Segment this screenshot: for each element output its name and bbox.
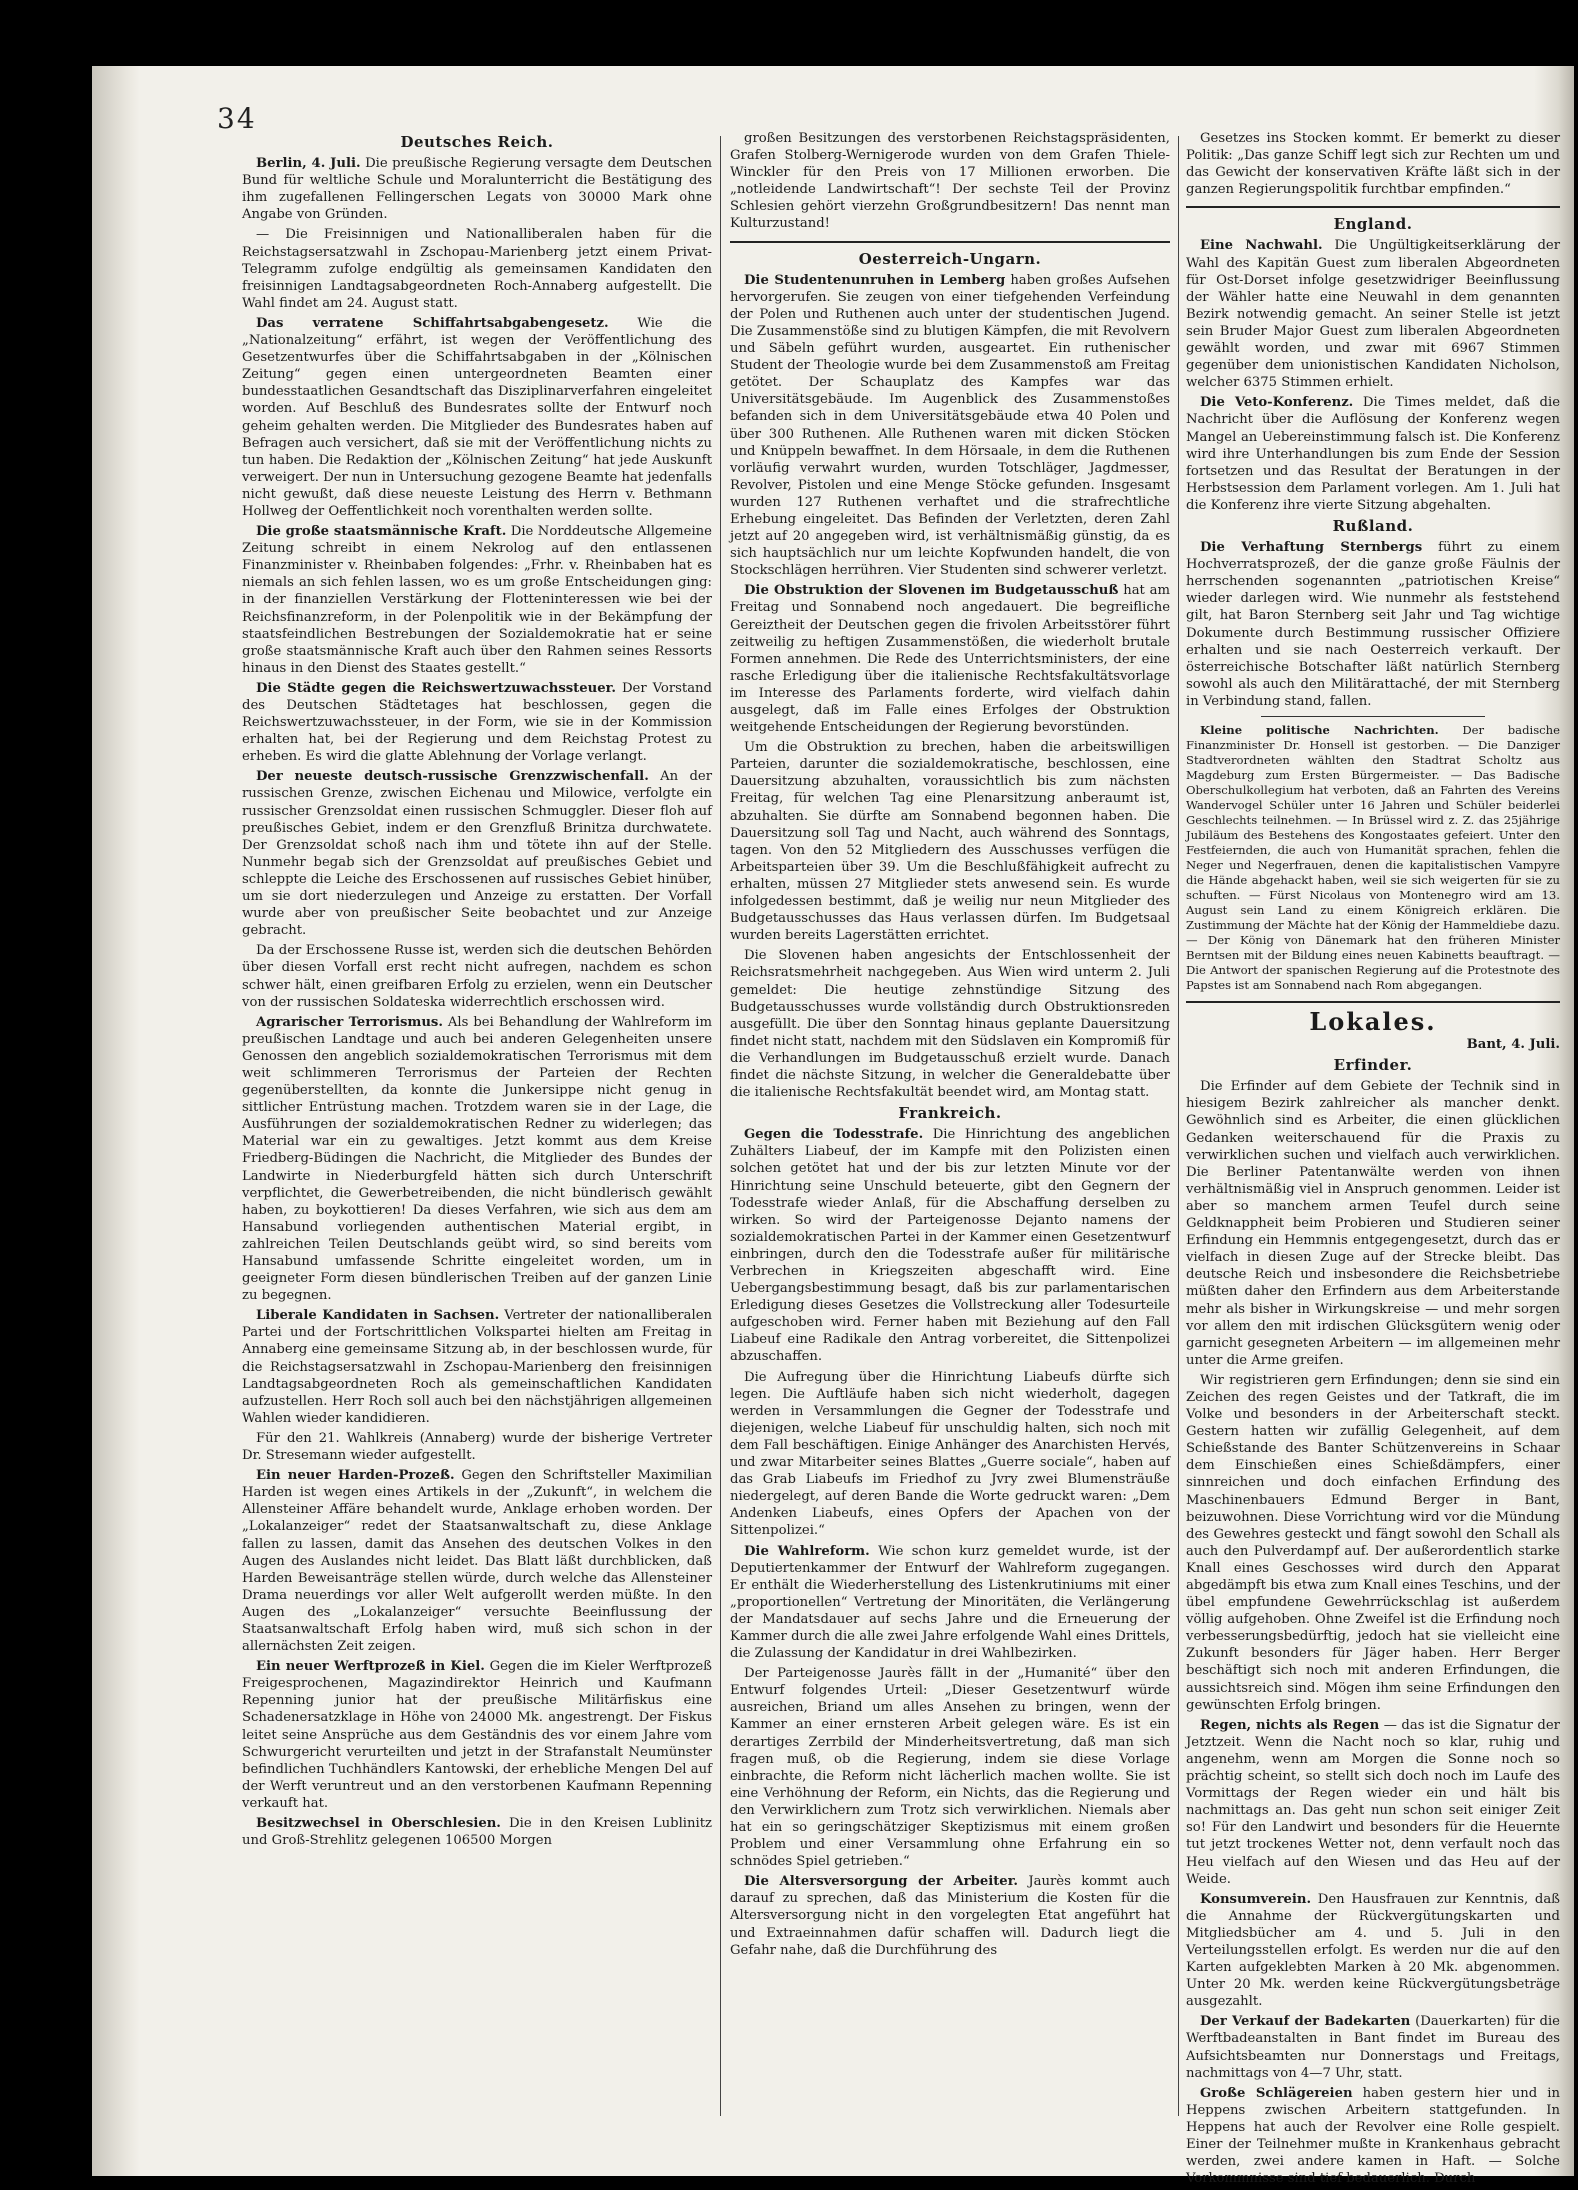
- article-text: Jaurès kommt auch darauf zu sprechen, daß das Ministerium die Kosten für die Altersversorgung nicht in den vorgelegten Etat angeführt hat und Extraeinnahmen dafür schaffen will. Dadurch liegt die Gefahr nahe, daß die Durchführung des: [730, 1874, 1170, 1958]
- article-list: [1186, 539, 1560, 710]
- article-list: [242, 155, 712, 1849]
- article-lead: Berlin, 4. Juli.: [256, 156, 361, 172]
- article-text: Gegen den Schriftsteller Maximilian Harden ist wegen eines Artikels in der „Zukunft“, in welchem die Allensteiner Affäre behandelt wurde, Anklage erhoben worden. Der „Lokalanzeiger“ redet der Staatsanwaltschaft zu, diese Anklage fallen zu lassen, damit das Ansehen des deutschen Volkes in den Augen des Auslandes nicht leidet. Das Blatt läßt durchblicken, daß Harden Beweisanträge stellen würde, durch welche das Allensteiner Drama neuerdings vor aller Welt aufgerollt werden müßte. In den Augen des „Lokalanzeiger“ versuchte Beeinflussung der Staatsanwaltschaft Erfolg haben wird, muß sich schon in der allernächsten Zeit zeigen.: [242, 1468, 712, 1655]
- article-title-erfinder: Erfinder.: [1333, 1056, 1413, 1075]
- article-text: Die Ungültigkeitserklärung der Wahl des Kapitän Guest zum liberalen Abgeordneten für Ost-Dorset infolge gesetzwidriger Beeinflussung der Wähler hatte eine Neuwahl in dem genannten Bezirk notwendig gemacht. An seiner Stelle ist jetzt sein Bruder Major Guest zum liberalen Abgeordneten gewählt worden, und zwar mit 6967 Stimmen gegenüber dem unionistischen Kandidaten Nicholson, welcher 6375 Stimmen erhielt.: [1186, 238, 1560, 391]
- article-paragraph: [242, 1307, 712, 1427]
- article-paragraph: [242, 768, 712, 939]
- article-lead: Die große staatsmännische Kraft.: [256, 524, 507, 540]
- article-paragraph: [730, 947, 1170, 1101]
- article-text: Die Slovenen haben angesichts der Entschlossenheit der Reichsratsmehrheit nachgegeben. Aus Wien wird unterm 2. Juli gemeldet: Die heutige zehnstündige Sitzung des Budgetausschusses wurde vollständig durch Obstruktionsreden ausgefüllt. Die über den Sonntag hinaus geplante Dauersitzung findet nicht statt, nachdem mit den Südslaven ein Kompromiß für die Verhandlungen im Budgetausschuß erzielt wurde. Danach findet die nächste Sitzung, in welcher die Generaldebatte über die italienische Rechtsfakultät beendet wird, am Montag statt.: [730, 948, 1170, 1101]
- article-paragraph: [730, 1873, 1170, 1958]
- article-paragraph: [1186, 394, 1560, 514]
- article-lead: Ein neuer Harden-Prozeß.: [256, 1468, 455, 1484]
- article-list: [1186, 237, 1560, 514]
- article-text: — das ist die Signatur der Jetztzeit. Wenn die Nacht noch so klar, ruhig und angenehm, wenn am Morgen die Sonne noch so prächtig scheint, so stellt sich doch noch im Laufe des Vormittags der Regen wieder ein und hält bis nachmittags an. Das geht nun schon seit einiger Zeit so! Für den Landwirt und besonders für die Heuernte tut jetzt trockenes Wetter not, denn verfault noch das Heu vielfach auf den Wiesen und das Heu auf der Weide.: [1186, 1717, 1560, 1887]
- article-paragraph: [730, 1543, 1170, 1663]
- section-divider: [1186, 206, 1560, 208]
- small-news-text: Der badische Finanzminister Dr. Honsell ist gestorben. — Die Danziger Stadtverordneten wählten den Stadtrat Scholtz aus Magdeburg zum Ersten Bürgermeister. — Das Badische Oberschulkollegium hat verboten, daß an Fahrten des Vereins Wandervogel Schüler unter 16 Jahren und Schüler beiderlei Geschlechts teilnehmen. — In Brüssel wird z. Z. das 25jährige Jubiläum des Bestehens des Kongostaates gefeiert. Unter den Festfeiernden, die auch von Humanität sprachen, fehlen die Neger und Negerfrauen, denen die kapitalistischen Vampyre die Hände abgehackt haben, weil sie sich weigerten für sie zu schuften. — Fürst Nicolaus von Montenegro wird am 13. August sein Land zu einem Königreich erklären. Die Zustimmung der Mächte hat der König der Hammeldiebe dazu. — Der König von Dänemark hat den früheren Minister Berntsen mit der Bildung eines neuen Kabinetts beauftragt. — Die Antwort der spanischen Regierung auf die Protestnote des Papstes ist am Sonnabend nach Rom abgegangen.: [1186, 723, 1560, 992]
- column-left: [242, 130, 712, 1852]
- article-lead: Das verratene Schiffahrtsabgabengesetz.: [256, 315, 609, 331]
- article-text: Der Vorstand des Deutschen Städtetages hat beschlossen, gegen die Reichswertzuwachssteuer, in der Form, wie sie in der Kommission erhalten hat, bei der Regierung und dem Reichstag Protest zu erheben. Es wird die glatte Ablehnung der Vorlage verlangt.: [242, 680, 712, 765]
- article-text: Die Hinrichtung des angeblichen Zuhälters Liabeuf, der im Kampfe mit den Polizisten einen solchen getötet hat und der bis zur letzten Minute vor der Hinrichtung seine Unschuld beteuerte, gibt den Gegnern der Todesstrafe wieder Anlaß, für die Abschaffung derselben zu wirken. So wird der Parteigenosse Dejanto namens der sozialdemokratischen Partei in der Kammer einen Gesetzentwurf einbringen, durch den die Todesstrafe außer für militärische Verbrechen in Kriegszeiten abgeschafft wird. Eine Uebergangsbestimmung besagt, daß bis zur parlamentarischen Erledigung dieses Gesetzes die Vollstreckung aller Todesurteile aufgeschoben wird. Ferner haben mit Beziehung auf den Fall Liabeuf eine Radikale den Antrag vorbereitet, die Sittenpolizei abzuschaffen.: [730, 1127, 1170, 1365]
- article-paragraph: [1186, 237, 1560, 391]
- article-text: Die Aufregung über die Hinrichtung Liabeufs dürfte sich legen. Die Auftläufe haben sich nicht wiederholt, dagegen werden in Versammlungen die Gegner der Todesstrafe und diejenigen, welche Liabeuf für unschuldig halten, sich noch mit dem Fall beschäftigen. Einige Anhänger des Anarchisten Hervés, und zwar Mitarbeiter seines Blattes „Guerre sociale“, haben auf das Grab Liabeufs im Friedhof zu Jvry zwei Blumensträuße niedergelegt, auf deren Bande die Worte gedruckt waren: „Dem Andenken Liabeufs, eines Opfers der Apachen von der Sittenpolizei.“: [730, 1369, 1170, 1539]
- article-lead: Die Wahlreform.: [744, 1543, 870, 1559]
- article-lead: Die Städte gegen die Reichswertzuwachssteuer.: [256, 680, 616, 696]
- article-lead: Konsumverein.: [1200, 1891, 1312, 1907]
- article-list: [1186, 1078, 1560, 2187]
- article-paragraph: [242, 1658, 712, 1812]
- article-paragraph: [1186, 2013, 1560, 2081]
- article-text: Die in den Kreisen Lublinitz und Groß-Strehlitz gelegenen 106500 Morgen: [242, 1816, 712, 1849]
- article-text: Wie schon kurz gemeldet wurde, ist der Deputiertenkammer der Entwurf der Wahlreform zugegangen. Er enthält die Wiederherstellung des Listenkrutiniums mit einer „proportionellen“ Vertretung der Minoritäten, die Verlängerung der Mandatsdauer auf sechs Jahre und die Erneuerung der Kammer durch die alle zwei Jahre erfolgende Wahl eines Drittels, die Zulassung der Kandidatur in drei Wahlbezirken.: [730, 1543, 1170, 1662]
- article-paragraph: [242, 1430, 712, 1464]
- article-paragraph: [730, 1665, 1170, 1870]
- article-paragraph: [242, 942, 712, 1010]
- section-divider: [1261, 716, 1485, 717]
- article-paragraph: [1186, 1891, 1560, 2011]
- article-text: Als bei Behandlung der Wahlreform im preußischen Landtage und auch bei anderen Gelegenheiten unsere Genossen den angeblich sozialdemokratischen Terrorismus mit dem weit schlimmeren Terrorismus der Parteien der Rechten gegenüberstellten, da konnte die Junkersippe nicht genug in sittlicher Entrüstung machen. Trotzdem waren sie in der Lage, die Ausführungen der sozialdemokratischen Redner zu widerlegen; das Material war ein zu gewaltiges. Jetzt kommt aus dem Kreise Friedberg-Büdingen die Nachricht, die Mitglieder des Bundes der Landwirte in Niederburgfeld hätten sich durch Unterschrift verpflichtet, die Gewerbetreibenden, die nicht bündlerisch gewählt haben, zu boykottieren! Da dieses Verfahren, wie sich aus dem am Hansabund vorliegenden authentischen Material ergibt, in zahlreichen Teilen Deutschlands geübt wird, so sind bereits vom Hansabund umfassende Schritte eingeleitet worden, um in geeigneter Form diesen bündlerischen Treiben auf der ganzen Linie zu begegnen.: [242, 1014, 713, 1304]
- article-paragraph: [242, 226, 712, 311]
- section-title-russland: Rußland.: [1332, 516, 1414, 535]
- article-text: Die Times meldet, daß die Nachricht über die Auflösung der Konferenz wegen Mangel an Uebereinstimmung falsch ist. Die Konferenz wird ihre Unterhandlungen bis zum Ende der Session fortsetzen und das Resultat der Beratungen in der Herbstsession dem Parlament vorlegen. Am 1. Juli hat die Konferenz ihre vierte Sitzung abgehalten.: [1186, 395, 1560, 513]
- article-paragraph: [730, 582, 1170, 736]
- article-text: (Dauerkarten) für die Werftbadeanstalten in Bant findet im Bureau des Aufsichtsbeamten nur Donnerstags und Freitags, nachmittags von 4—7 Uhr, statt.: [1186, 2014, 1560, 2081]
- article-paragraph: [730, 1126, 1170, 1365]
- article-lead: Eine Nachwahl.: [1200, 238, 1323, 254]
- article-lead: Die Veto-Konferenz.: [1200, 395, 1354, 411]
- small-news-paragraph: [1186, 723, 1560, 993]
- column-right: [1186, 130, 1560, 2190]
- section-title-lokales: Lokales.: [1309, 1007, 1437, 1036]
- continued-paragraph: großen Besitzungen des verstorbenen Reichstagspräsidenten, Grafen Stolberg-Wernigerode wurden von dem Grafen Thiele-Winckler für den Preis von 17 Millionen erworben. Die „notleidende Landwirtschaft“! Der sechste Teil der Provinz Schlesien gehört vierzehn Großgrundbesitzern! Das nennt man Kulturzustand!: [730, 131, 1170, 232]
- article-lead: Die Studentenunruhen in Lemberg: [744, 272, 1006, 288]
- dateline: Bant, 4. Juli.: [1466, 1037, 1560, 1053]
- column-rule-1: [720, 136, 721, 2116]
- page-number: 34: [217, 102, 257, 135]
- article-paragraph: [730, 272, 1170, 580]
- article-lead: Die Verhaftung Sternbergs: [1200, 540, 1423, 556]
- section-title-frankreich: Frankreich.: [898, 1104, 1002, 1123]
- article-text: Um die Obstruktion zu brechen, haben die arbeitswilligen Parteien, darunter die sozialdemokratische, beschlossen, eine Dauersitzung abzuhalten, voraussichtlich bis zum nächsten Freitag, für welchen Tag eine Plenarsitzung anberaumt ist, abzuhalten. Sie dürfte am Sonnabend begonnen haben. Die Dauersitzung soll Tag und Nacht, auch während des Sonntags, tagen. Von den 52 Mitgliedern des Ausschusses verfügen die Arbeitsparteien über 39. Um die Beschlußfähigkeit aufrecht zu erhalten, müssen 27 Mitglieder stets anwesend sein. Es wurde infolgedessen bestimmt, daß je weilig nur neun Mitglieder des Budgetausschusses das Haus verlassen dürfen. Im Budgetsaal wurden bereits Lagerstätten errichtet.: [730, 740, 1170, 944]
- article-paragraph: [730, 739, 1170, 944]
- column-middle: [730, 130, 1170, 1962]
- section-title-england: England.: [1333, 215, 1413, 234]
- article-text: — Die Freisinnigen und Nationalliberalen haben für die Reichstagsersatzwahl in Zschopau-Marienberg jetzt einem Privat-Telegramm zufolge endgültig als gemeinsamen Kandidaten den freisinnigen Landtagsabgeordneten Roch-Annaberg aufgestellt. Die Wahl findet am 24. August statt.: [242, 227, 712, 311]
- column-rule-2: [1178, 136, 1179, 2116]
- article-paragraph: [1186, 1372, 1560, 1714]
- article-text: führt zu einem Hochverratsprozeß, der die ganze große Fäulnis der herrschenden sogenannten „patriotischen Kreise“ wieder darlegen wird. Wie nunmehr als feststehend gilt, hat Baron Sternberg seit Jahr und Tag wichtige Dokumente durch Bestimmung russischer Offiziere erhalten und sie nach Oesterreich verkauft. Der österreichische Botschafter läßt natürlich Sternberg sowohl als auch den Militärattaché, der mit Sternberg in Verbindung stand, fallen.: [1186, 540, 1560, 709]
- newspaper-page: [92, 66, 1574, 2187]
- article-text: An der russischen Grenze, zwischen Eichenau und Milowice, verfolgte ein russischer Grenzsoldat einen russischen Schmuggler. Dieser floh auf preußisches Gebiet, indem er den Grenzfluß Brinitza durchwatete. Der Grenzsoldat schoß nach ihm und tötete ihn auf der Stelle. Nunmehr begab sich der Grenzsoldat auf preußisches Gebiet und schleppte die Leiche des Erschossenen auf russisches Gebiet hinüber, um sie dort niederzulegen und Anzeige zu erstatten. Der Vorfall wurde aber von preußischer Seite beobachtet und zur Anzeige gebracht.: [242, 769, 713, 939]
- article-text: Die Norddeutsche Allgemeine Zeitung schreibt in einem Nekrolog auf den entlassenen Finanzminister v. Rheinbaben folgendes: „Frhr. v. Rheinbaben hat es niemals an sich fehlen lassen, wo es um große Entscheidungen ging: in der finanziellen Verstärkung der Flotteninteressen wie bei der Reichsfinanzreform, in der Polenpolitik wie in der Bekämpfung der staatsfeindlichen Bestrebungen der Sozialdemokratie hat er seine große staatsmännische Kraft auch über den Rahmen seines Ressorts hinaus in den Dienst des Staates gestellt.“: [242, 524, 712, 676]
- article-paragraph: [1186, 539, 1560, 710]
- article-lead: Regen, nichts als Regen: [1200, 1717, 1380, 1733]
- article-lead: Agrarischer Terrorismus.: [256, 1014, 443, 1030]
- section-title-oesterreich: Oesterreich-Ungarn.: [858, 249, 1042, 268]
- article-text: hat am Freitag und Sonnabend noch angedauert. Die begreifliche Gereiztheit der Deutschen gegen die frivolen Arbeitsstörer führt zeitweilig zu heftigen Zusammenstößen, die wiederholt brutale Formen annehmen. Die Rede des Unterrichtsministers, der eine rasche Erledigung über die italienische Rechtsfakultätsvorlage im Interesse des Parlaments forderte, wird vielfach dahin ausgelegt, daß im Falle eines Erfolges der Obstruktion weitgehende Entscheidungen der Regierung bevorstünden.: [730, 583, 1170, 736]
- article-text: Vertreter der nationalliberalen Partei und der Fortschrittlichen Volkspartei hielten am Freitag in Annaberg eine gemeinsame Sitzung ab, in der beschlossen wurde, für die Reichstagsersatzwahl in Zschopau-Marienberg den freisinnigen Landtagsabgeordneten Roch als gemeinschaftlichen Kandidaten aufzustellen. Herr Roch soll auch bei den nächstjährigen allgemeinen Wahlen wieder kandidieren.: [242, 1308, 712, 1426]
- article-lead: Gegen die Todesstrafe.: [744, 1127, 924, 1143]
- section-divider: [1186, 1001, 1560, 1003]
- article-lead: Ein neuer Werftprozeß in Kiel.: [256, 1659, 485, 1675]
- article-paragraph: [242, 1467, 712, 1655]
- article-lead: Die Obstruktion der Slovenen im Budgetausschuß: [744, 583, 1119, 599]
- article-text: Gegen die im Kieler Werftprozeß Freigesprochenen, Magazindirektor Heinrich und Kaufmann Repenning junior hat der preußische Militärfiskus eine Schadenersatzklage in Höhe von 24000 Mk. angestrengt. Der Fiskus leitet seine Ansprüche aus dem Geständnis des vor einem Jahre vom Schwurgericht verurteilten und jetzt in der Strafanstalt Neumünster befindlichen Tuchhändlers Kantowski, der erhebliche Mengen Del auf der Werft veruntreut und an den verstorbenen Kaufmann Repenning verkauft hat.: [242, 1659, 712, 1811]
- section-title-deutsches-reich: Deutsches Reich.: [400, 133, 554, 151]
- article-text: Den Hausfrauen zur Kenntnis, daß die Annahme der Rückvergütungskarten und Mitgliedsbücher am 4. und 5. Juli in den Verteilungsstellen erfolgt. Es werden nur die auf den Karten aufgeklebten Marken à 20 Mk. abgenommen. Unter 20 Mk. werden keine Rückvergütungsbeträge ausgezahlt.: [1186, 1891, 1560, 2010]
- article-paragraph: [1186, 1717, 1560, 1888]
- article-paragraph: [242, 1815, 712, 1849]
- article-text: Da der Erschossene Russe ist, werden sich die deutschen Behörden über diesen Vorfall erst recht nicht aufregen, nachdem es schon schwer hält, einen greifbaren Erfolg zu erzielen, wenn ein Deutscher von der russischen Soldateska widerrechtlich erschossen wird.: [242, 943, 712, 1010]
- article-paragraph: [242, 315, 712, 520]
- article-text: haben gestern hier und in Heppens zwischen Arbeitern stattgefunden. In Heppens hat auch der Revolver eine Rolle gespielt. Einer der Teilnehmer mußte in Krankenhaus gebracht werden, zwei andere kamen in Haft. — Solche Vorkommnisse sind tief bedauerlich. Durch: [1186, 2085, 1560, 2187]
- article-lead: Liberale Kandidaten in Sachsen.: [256, 1308, 500, 1324]
- article-text: Für den 21. Wahlkreis (Annaberg) wurde der bisherige Vertreter Dr. Stresemann wieder aufgestellt.: [242, 1430, 712, 1464]
- article-text: haben großes Aufsehen hervorgerufen. Sie zeugen von einer tiefgehenden Verfeindung der Polen und Ruthenen auch unter der studentischen Jugend. Die Zusammenstöße sind zu blutigen Kämpfen, die mit Revolvern und Säbeln geführt wurden, ausgeartet. Ein ruthenischer Student der Theologie wurde bei dem Zusammenstoß am Freitag getötet. Der Schauplatz des Kampfes war das Universitätsgebäude. Im Augenblick des Zusammenstoßes befanden sich in dem Universitätsgebäude etwa 40 Polen und über 300 Ruthenen. Alle Ruthenen waren mit dicken Stöcken und Knüppeln bewaffnet. In dem Hörsaale, in dem die Ruthenen vorläufig verwahrt wurden, wurden Totschläger, Jagdmesser, Revolver, Pistolen und eine Menge Stöcke gefunden. Insgesamt wurden 127 Ruthenen verhaftet und die strafrechtliche Erhebung eingeleitet. Das Befinden der Verletzten, deren Zahl jetzt auf 20 angegeben wird, ist verhältnismäßig günstig, da es sich hauptsächlich nur um leichte Kopfwunden handelt, die von Stockschlägen herrühren. Vier Studenten sind schwerer verletzt.: [730, 272, 1170, 579]
- article-paragraph: [1186, 1078, 1560, 1369]
- article-paragraph: [242, 1014, 712, 1305]
- article-lead: Große Schlägereien: [1200, 2085, 1353, 2101]
- article-list: [730, 272, 1170, 1102]
- article-lead: Der neueste deutsch-russische Grenzzwischenfall.: [256, 769, 649, 785]
- article-lead: Der Verkauf der Badekarten: [1200, 2014, 1411, 2030]
- article-lead: Besitzwechsel in Oberschlesien.: [256, 1816, 501, 1831]
- article-paragraph: [242, 680, 712, 765]
- article-paragraph: [242, 155, 712, 223]
- article-list: [730, 1126, 1170, 1959]
- article-text: Der Parteigenosse Jaurès fällt in der „Humanité“ über den Entwurf folgendes Urteil: „Dieser Gesetzentwurf würde ausreichen, Briand um alles Ansehen zu bringen, wenn der Kammer an einer ernsteren Arbeit gelegen wäre. Es ist ein derartiges Zerrbild der Minderheitsvertretung, daß man sich fragen muß, ob die Regierung, indem sie diese Vorlage einbrachte, die Reform nicht lächerlich machen wollte. Sie ist eine Verhöhnung der Reform, ein Nichts, das die Regierung und den Verwirklichern zum Trotz sich verwirklichen. Niemals aber hat ein so geringschätziger Skeptizismus mit einem großen Problem und einer Versammlung ohne Erfahrung ein so schnödes Spiel getrieben.“: [730, 1666, 1170, 1870]
- article-lead: Die Altersversorgung der Arbeiter.: [744, 1874, 1019, 1890]
- article-paragraph: [242, 523, 712, 677]
- article-paragraph: [1186, 2085, 1560, 2188]
- article-text: Wir registrieren gern Erfindungen; denn sie sind ein Zeichen des regen Geistes und der Tatkraft, die im Volke und besonders in der Arbeiterschaft steckt. Gestern hatten wir zufällig Gelegenheit, auf dem Schießstande des Banter Schützenvereins in Schaar dem Einschießen eines Schießdämpfers, einer sinnreichen und doch einfachen Erfindung des Maschinenbauers Edmund Berger in Bant, beizuwohnen. Diese Vorrichtung wird vor die Mündung des Gewehres gesteckt und fängt sowohl den Schall als auch den Pulverdampf auf. Der außerordentlich starke Knall eines Geschosses wird durch den Apparat abgedämpft bis etwa zum Knall eines Teschins, und der übel empfundene Gewehrrückschlag ist außerdem völlig aufgehoben. Ohne Zweifel ist die Erfindung noch verbesserungsbedürftig, jedoch hat sie vielleicht eine Zukunft besonders für Jäger haben. Herr Berger beschäftigt sich noch mit anderen Erfindungen, die aussichtsreich sind. Mögen ihm seine Erfindungen den gewünschten Erfolg bringen.: [1186, 1372, 1560, 1713]
- continued-paragraph: Gesetzes ins Stocken kommt. Er bemerkt zu dieser Politik: „Das ganze Schiff legt sich zur Rechten um und das Gewicht der konservativen Kräfte läßt sich in der ganzen Regierungspolitik furchtbar empfinden.“: [1186, 131, 1560, 198]
- article-text: Wie die „Nationalzeitung“ erfährt, ist wegen der Veröffentlichung des Gesetzentwurfes über die Schiffahrtsabgaben in der „Kölnischen Zeitung“ gegen einen untergeordneten Beamten einer bundesstaatlichen Gesandtschaft das Disziplinarverfahren eingeleitet worden. Auf Beschluß des Bundesrates sollte der Entwurf noch geheim gehalten werden. Die Mitglieder des Bundesrates haben auf Befragen auch versichert, daß sie mit der Veröffentlichung nichts zu tun haben. Die Redaktion der „Kölnischen Zeitung“ hat jede Auskunft verweigert. Der nun in Untersuchung gezogene Beamte hat jedenfalls nicht gewußt, daß diese neueste Leistung des Herrn v. Bethmann Hollweg der Oeffentlichkeit noch vorenthalten werden sollte.: [242, 315, 712, 519]
- page-binding-shadow: [92, 66, 140, 2176]
- article-paragraph: [730, 1369, 1170, 1540]
- small-news-lead: Kleine politische Nachrichten.: [1200, 723, 1439, 737]
- section-divider: [730, 241, 1170, 243]
- article-text: Die Erfinder auf dem Gebiete der Technik sind in hiesigem Bezirk zahlreicher als mancher denkt. Gewöhnlich sind es Arbeiter, die einen glücklichen Gedanken weiterschauend für die Praxis zu verwirklichen suchen und vielfach auch verwirklichen. Die Berliner Patentanwälte werden von ihnen verhältnismäßig viel in Anspruch genommen. Leider ist aber so manchem armen Teufel durch seine Geldknappheit beim Probieren und Studieren seiner Erfindung ein Hemmnis entgegengesetzt, durch das er vielfach in diesen Zuge auf der Strecke bleibt. Das deutsche Reich und insbesondere die Reichsbetriebe müßten daher den Erfindern aus dem Arbeiterstande mehr als bisher in Wirkungskreise — und mehr sorgen vor allem den mit irdischen Glücksgütern wenig oder garnicht gesegneten Arbeitern — im allgemeinen mehr unter die Arme greifen.: [1186, 1079, 1560, 1368]
- article-text: Die preußische Regierung versagte dem Deutschen Bund für weltliche Schule und Moralunterricht die Bestätigung des ihm zugefallenen Fellingerschen Legats von 30000 Mark ohne Angabe von Gründen.: [242, 156, 713, 223]
